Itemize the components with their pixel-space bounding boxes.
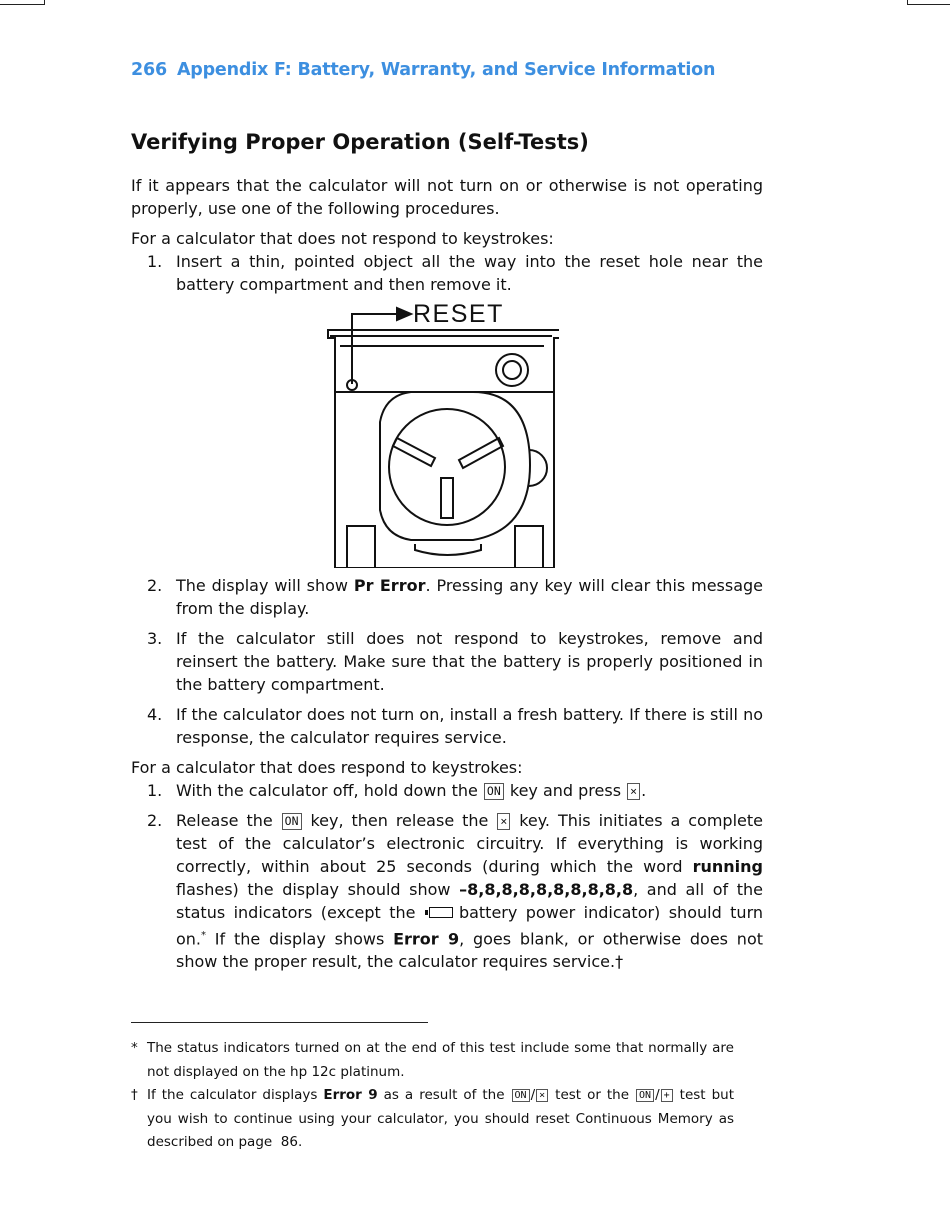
footnote-ref-2: †	[615, 952, 624, 972]
display-pattern: –8,8,8,8,8,8,8,8,8,8	[459, 880, 634, 899]
footnote-2: † If the calculator displays Error 9 as a result of the ON / × test or the ON / + test but you wish to continue using your calculator, you should reset Continuous Memory as described on page 86.	[131, 1087, 734, 1150]
running-text: running	[692, 857, 763, 876]
on-key-icon: ON	[484, 783, 504, 800]
error-9-text: Error 9	[393, 929, 460, 949]
running-title: Appendix F: Battery, Warranty, and Service Information	[176, 60, 716, 80]
times-key-icon: ×	[536, 1089, 548, 1102]
body-text	[131, 174, 763, 973]
crop-mark-right	[907, 0, 950, 5]
intro-paragraph: If it appears that the calculator will not turn on or otherwise is not operating properly, use one of the following procedures.	[131, 176, 763, 218]
responds-lead: For a calculator that does respond to keystrokes:	[131, 758, 523, 777]
responds-step-2: 2. Release the ON key, then release the × key. This initiates a complete test of the calculator’s electronic circuitry. If everything is working correctly, within about 25 seconds (during which the word running flashes) the display should show –8,8,8,8,8,8,8,8,8,8, and all of the status indicators (except the battery power indicator) should turn on.* If the display shows Error 9, goes blank, or otherwise does not show the proper result, the calculator requires service.†	[147, 811, 764, 972]
crop-mark-left	[0, 0, 45, 5]
footnote-ref-1: *	[201, 930, 207, 941]
no-response-step-3: 3. If the calculator still does not respond to keystrokes, remove and reinsert the battery. Make sure that the battery is properly positioned in the battery compartment.	[147, 629, 763, 694]
no-response-step-1: 1. Insert a thin, pointed object all the way into the reset hole near the battery compartment and then remove it.	[147, 252, 763, 294]
on-key-icon: ON	[636, 1089, 654, 1102]
running-header	[131, 60, 715, 80]
times-key-icon: ×	[497, 813, 510, 830]
pr-error-text: Pr Error	[353, 576, 426, 595]
times-key-icon: ×	[627, 783, 640, 800]
no-response-step-4: 4. If the calculator does not turn on, install a fresh battery. If there is still no response, the calculator requires service.	[147, 705, 763, 747]
on-key-icon: ON	[282, 813, 302, 830]
no-response-step-2: 2. The display will show Pr Error. Pressing any key will clear this message from the display.	[147, 576, 764, 618]
footnote-1: * The status indicators turned on at the end of this test include some that normally are not displayed on the hp 12c platinum.	[131, 1040, 734, 1080]
plus-key-icon: +	[661, 1089, 673, 1102]
on-key-icon: ON	[512, 1089, 530, 1102]
battery-icon	[429, 907, 453, 918]
no-response-lead: For a calculator that does not respond to keystrokes:	[131, 229, 554, 248]
reset-label: RESET	[413, 300, 504, 328]
footnotes	[131, 1037, 734, 1155]
page-number: 266	[131, 60, 167, 80]
reset-hole-diagram	[325, 300, 559, 568]
section-title: Verifying Proper Operation (Self-Tests)	[131, 130, 589, 154]
responds-step-1: 1. With the calculator off, hold down the ON key and press × .	[147, 781, 647, 800]
footnote-rule	[131, 1022, 428, 1023]
